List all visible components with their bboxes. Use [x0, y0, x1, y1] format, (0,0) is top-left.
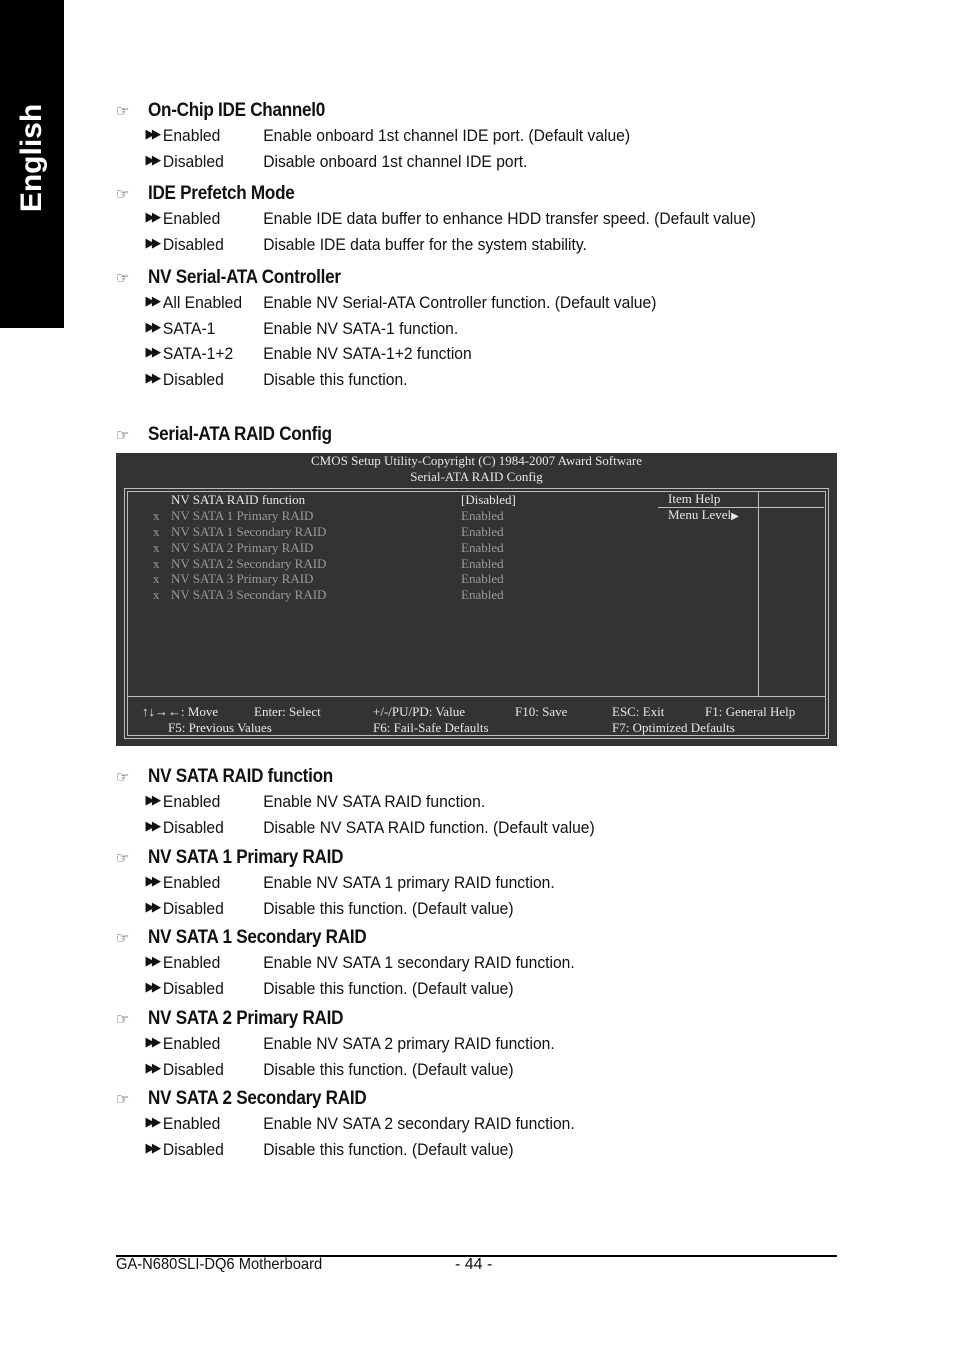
pointing-hand-icon: ☞ [116, 427, 130, 444]
section-title: On-Chip IDE Channel0 [148, 100, 326, 121]
option-row [116, 897, 778, 923]
bios-item-value: Enabled [461, 540, 504, 555]
option-name: Enabled [162, 126, 221, 145]
bios-inner-frame [127, 491, 826, 736]
section-nv-sata-2-secondary-raid [116, 1086, 836, 1163]
bios-screen [116, 453, 837, 746]
footer-failsafe: F6: Fail-Safe Defaults [373, 720, 489, 735]
help-divider [758, 491, 759, 696]
section-nv-sata-1-primary-raid [116, 845, 836, 922]
section-title: Serial-ATA RAID Config [148, 424, 332, 445]
bios-item-name: NV SATA 3 Secondary RAID [171, 587, 327, 602]
option-desc: Disable onboard 1st channel IDE port. [263, 151, 528, 171]
option-desc: Enable onboard 1st channel IDE port. (Default value) [263, 126, 631, 145]
option-desc: Enable NV SATA 2 secondary RAID function. [263, 1114, 575, 1133]
bios-item-name: NV SATA 1 Primary RAID [171, 508, 314, 523]
double-arrow-icon: ▶▶ [145, 978, 159, 994]
footer-value: +/-/PU/PD: Value [373, 704, 465, 719]
option-name: Enabled [162, 209, 221, 228]
option-row [116, 207, 778, 233]
double-arrow-icon: ▶▶ [145, 293, 159, 308]
option-name: Enabled [162, 1034, 221, 1053]
double-arrow-icon: ▶▶ [145, 792, 159, 807]
help-menu-level-label: Menu Level [668, 507, 732, 522]
option-desc: Enable NV SATA-1 function. [263, 318, 459, 338]
section-on-chip-ide-channel0 [116, 98, 836, 175]
option-row [116, 342, 778, 368]
double-arrow-icon: ▶▶ [145, 873, 159, 888]
double-arrow-icon: ▶▶ [145, 1034, 159, 1049]
option-name: Disabled [162, 369, 224, 389]
disabled-marker: x [153, 508, 160, 523]
option-desc: Enable NV SATA 2 primary RAID function. [263, 1034, 555, 1053]
double-arrow-icon: ▶▶ [145, 126, 159, 141]
option-name: Disabled [162, 1139, 224, 1159]
pointing-hand-icon: ☞ [116, 930, 130, 947]
footer-move: ↑↓→←: Move [142, 704, 219, 719]
bios-header-title: Serial-ATA RAID Config [410, 469, 543, 484]
footer-enter: Enter: Select [254, 704, 321, 719]
language-tab [0, 0, 64, 328]
option-row [116, 977, 778, 1003]
option-desc: Disable this function. (Default value) [263, 1139, 514, 1159]
section-title: NV SATA 1 Secondary RAID [148, 927, 367, 948]
pointing-hand-icon: ☞ [116, 769, 130, 786]
option-name: Enabled [162, 873, 221, 892]
option-name: Enabled [162, 792, 221, 811]
option-row [116, 1032, 778, 1058]
option-row [116, 871, 778, 897]
double-arrow-icon: ▶▶ [145, 151, 159, 167]
option-row [116, 1112, 778, 1138]
option-desc: Disable IDE data buffer for the system stability. [263, 234, 587, 254]
option-name: Disabled [162, 151, 224, 171]
section-title: NV Serial-ATA Controller [148, 267, 341, 288]
double-arrow-icon: ▶▶ [145, 898, 159, 914]
option-row [116, 1138, 778, 1164]
double-arrow-icon: ▶▶ [145, 817, 159, 833]
option-desc: Enable NV Serial-ATA Controller function. (Default value) [263, 293, 657, 312]
option-row [116, 291, 778, 317]
footer-general-help: F1: General Help [705, 704, 796, 719]
option-row [116, 317, 778, 343]
option-name: Disabled [162, 978, 224, 998]
pointing-hand-icon: ☞ [116, 186, 130, 203]
page-number: - 44 - [455, 1256, 493, 1273]
option-desc: Disable this function. (Default value) [263, 898, 514, 918]
pointing-hand-icon: ☞ [116, 270, 130, 287]
option-desc: Enable NV SATA-1+2 function [263, 344, 472, 363]
pointing-hand-icon: ☞ [116, 850, 130, 867]
disabled-marker: x [153, 524, 160, 539]
section-title: NV SATA RAID function [148, 766, 333, 787]
option-name: Enabled [162, 1114, 221, 1133]
option-desc: Enable NV SATA 1 secondary RAID function. [263, 953, 575, 972]
double-arrow-icon: ▶▶ [145, 953, 159, 968]
option-desc: Disable NV SATA RAID function. (Default value) [263, 817, 595, 837]
bios-item-value: Enabled [461, 571, 504, 586]
double-arrow-icon: ▶▶ [145, 234, 159, 250]
option-row [116, 124, 778, 150]
disabled-marker: x [153, 571, 160, 586]
option-name: All Enabled [162, 293, 243, 312]
help-title: Item Help [668, 491, 721, 506]
option-name: SATA-1 [162, 318, 216, 338]
option-desc: Enable NV SATA RAID function. [263, 792, 486, 811]
bios-item-name: NV SATA 2 Primary RAID [171, 540, 314, 555]
bios-item-name: NV SATA 3 Primary RAID [171, 571, 314, 586]
pointing-hand-icon: ☞ [116, 1091, 130, 1108]
option-row [116, 368, 778, 394]
footer-exit: ESC: Exit [612, 704, 665, 719]
section-serial-ata-raid-config [116, 422, 836, 448]
section-title: NV SATA 2 Primary RAID [148, 1008, 344, 1029]
section-title: IDE Prefetch Mode [148, 183, 295, 204]
bios-item-value: Enabled [461, 587, 504, 602]
option-desc: Disable this function. (Default value) [263, 978, 514, 998]
footer-optimized: F7: Optimized Defaults [612, 720, 735, 735]
bios-item-value: Enabled [461, 508, 504, 523]
language-tab-label: English [15, 103, 48, 213]
option-desc: Disable this function. [263, 369, 408, 389]
bios-item-name: NV SATA 1 Secondary RAID [171, 524, 327, 539]
footer-model: GA-N680SLI-DQ6 Motherboard [116, 1256, 323, 1273]
double-arrow-icon: ▶▶ [145, 318, 159, 334]
option-row [116, 150, 778, 176]
disabled-marker: x [153, 556, 160, 571]
bios-item-name: NV SATA 2 Secondary RAID [171, 556, 327, 571]
option-desc: Enable IDE data buffer to enhance HDD transfer speed. (Default value) [263, 209, 756, 228]
section-title: NV SATA 2 Secondary RAID [148, 1088, 367, 1109]
section-title: NV SATA 1 Primary RAID [148, 847, 344, 868]
section-nv-sata-2-primary-raid [116, 1006, 836, 1083]
double-arrow-icon: ▶▶ [145, 209, 159, 224]
option-name: Disabled [162, 898, 224, 918]
option-row [116, 951, 778, 977]
bios-header-copyright: CMOS Setup Utility-Copyright (C) 1984-2007 Award Software [310, 453, 642, 468]
triangle-right-icon: ▶ [731, 511, 739, 522]
bios-item-value: Enabled [461, 556, 504, 571]
option-row [116, 816, 778, 842]
option-name: Enabled [162, 953, 221, 972]
double-arrow-icon: ▶▶ [145, 1139, 159, 1155]
double-arrow-icon: ▶▶ [145, 369, 159, 385]
option-desc: Enable NV SATA 1 primary RAID function. [263, 873, 555, 892]
disabled-marker: x [153, 587, 160, 602]
bios-item-name: NV SATA RAID function [171, 492, 306, 507]
section-nv-serial-ata-controller [116, 265, 836, 393]
bios-item-value[interactable]: [Disabled] [461, 492, 516, 507]
double-arrow-icon: ▶▶ [145, 344, 159, 359]
section-nv-sata-raid-function [116, 764, 836, 841]
option-name: Disabled [162, 817, 224, 837]
option-desc: Disable this function. (Default value) [263, 1059, 514, 1079]
section-ide-prefetch-mode [116, 181, 836, 258]
double-arrow-icon: ▶▶ [145, 1114, 159, 1129]
bios-item-value: Enabled [461, 524, 504, 539]
section-nv-sata-1-secondary-raid [116, 925, 836, 1002]
pointing-hand-icon: ☞ [116, 103, 130, 120]
footer-divider [127, 696, 825, 697]
pointing-hand-icon: ☞ [116, 1011, 130, 1028]
help-menu-level [668, 507, 739, 523]
option-row [116, 790, 778, 816]
option-name: SATA-1+2 [162, 344, 234, 363]
option-name: Disabled [162, 1059, 224, 1079]
option-name: Disabled [162, 234, 224, 254]
option-row [116, 233, 778, 259]
double-arrow-icon: ▶▶ [145, 1059, 159, 1075]
footer-previous: F5: Previous Values [168, 720, 272, 735]
option-row [116, 1058, 778, 1084]
footer-save: F10: Save [515, 704, 568, 719]
disabled-marker: x [153, 540, 160, 555]
